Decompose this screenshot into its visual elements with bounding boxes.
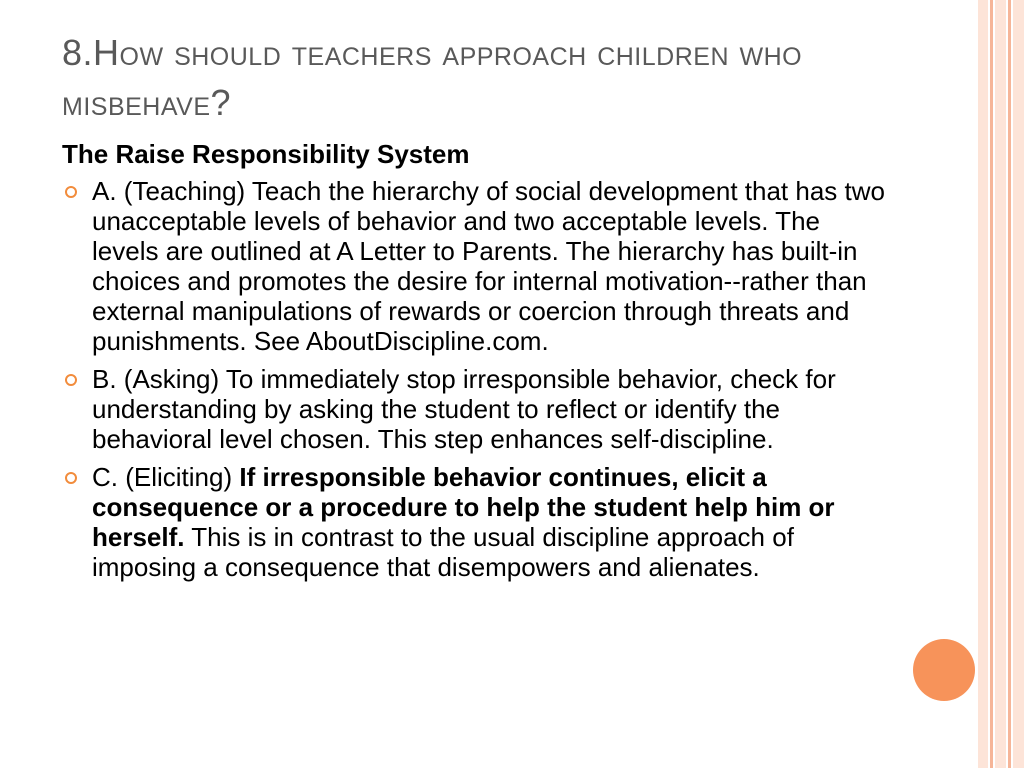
bullet-ring-icon bbox=[65, 186, 77, 198]
decorative-circle bbox=[913, 639, 975, 701]
decorative-stripe-2 bbox=[990, 0, 993, 768]
decorative-stripe-5 bbox=[1013, 0, 1024, 768]
bullet-text-bold: If irresponsible behavior continues, elicit a consequence or a procedure to help the student help him or herself. bbox=[92, 462, 835, 552]
bullet-ring-icon bbox=[65, 472, 77, 484]
bullet-text-prefix: C. (Eliciting) bbox=[92, 462, 240, 492]
decorative-stripe-1 bbox=[978, 0, 988, 768]
bullet-list bbox=[62, 176, 892, 590]
bullet-ring-icon bbox=[65, 374, 77, 386]
bullet-item-asking bbox=[62, 364, 892, 454]
slide-title: 8.How should teachers approach children who misbehave? bbox=[62, 32, 803, 123]
slide-subtitle: The Raise Responsibility System bbox=[62, 139, 470, 169]
decorative-stripe-4 bbox=[1008, 0, 1011, 768]
bullet-text: B. (Asking) To immediately stop irresponsible behavior, check for understanding by asking the student to reflect or identify the behavioral level chosen. This step enhances self-discipline. bbox=[92, 364, 836, 454]
bullet-text: A. (Teaching) Teach the hierarchy of social development that has two unacceptable levels of behavior and two acceptable levels. The levels are outlined at A Letter to Parents. The hierarchy has built-in choices and promotes the desire for internal motivation--rather than external manipulations of rewards or coercion through threats and punishments. See AboutDiscipline.com. bbox=[92, 176, 885, 356]
decorative-stripe-3 bbox=[995, 0, 1006, 768]
bullet-item-eliciting bbox=[62, 462, 892, 582]
bullet-text-suffix: This is in contrast to the usual discipline approach of imposing a consequence that disempowers and alienates. bbox=[92, 522, 794, 582]
bullet-item-teaching bbox=[62, 176, 892, 356]
